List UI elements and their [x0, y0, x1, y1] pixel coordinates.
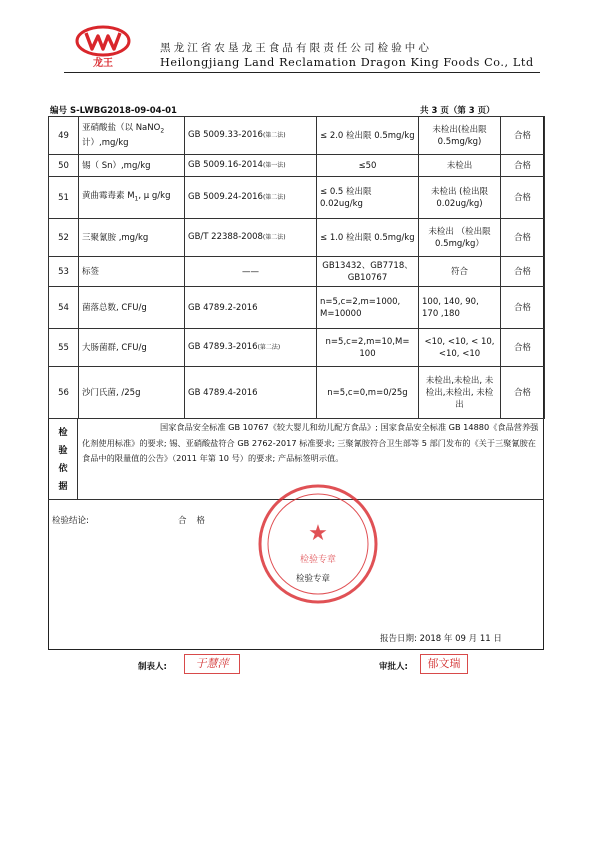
test-method: GB 4789.4-2016 [185, 367, 317, 419]
standard-limit: ≤50 [317, 155, 419, 177]
approved-by-signature: 郁文瑞 [420, 654, 468, 674]
basis-label-char: 验 [58, 446, 68, 456]
stamp-caption: 检验专章 [296, 574, 331, 584]
verdict: 合格 [501, 329, 545, 367]
test-item: 大肠菌群, CFU/g [79, 329, 185, 367]
test-method: GB 5009.24-2016(第二法) [185, 177, 317, 219]
results-table [48, 116, 545, 419]
table-row [49, 257, 545, 287]
standard-limit: n=5,c=0,m=0/25g [317, 367, 419, 419]
table-row [49, 177, 545, 219]
test-result: 100, 140, 90, 170 ,180 [419, 287, 501, 329]
svg-text:★: ★ [308, 521, 328, 546]
test-item: 亚硝酸盐（以 NaNO$_2$ 计）,mg/kg [79, 117, 185, 155]
test-result: 未检出 （检出限 0.5mg/kg） [419, 219, 501, 257]
verdict: 合格 [501, 287, 545, 329]
table-row [49, 287, 545, 329]
test-method: GB 5009.16-2014(第一法) [185, 155, 317, 177]
company-logo [72, 24, 134, 68]
basis-text: 国家食品安全标准 GB 10767《较大婴儿和幼儿配方食品》; 国家食品安全标准 GB 14880《食品营养强化剂使用标准》的要求; 锡、亚硝酸盐符合 GB 2762-2017 标准要求; 三聚氰胺符合卫生部等 5 部门发布的《关于三聚氰胺在食品中的限量值的公告》（2011 年第 10 号）的要求; 产品标签明示值。 [82, 422, 539, 463]
verdict: 合格 [501, 177, 545, 219]
verdict: 合格 [501, 155, 545, 177]
conclusion-label: 检验结论: [52, 516, 89, 526]
row-number: 54 [49, 287, 79, 329]
row-number: 50 [49, 155, 79, 177]
seal-text: 检验专章 [299, 555, 337, 565]
prepared-by-label: 制表人: [138, 662, 167, 672]
company-name-cn: 黑龙江省农垦龙王食品有限责任公司检验中心 [160, 42, 432, 54]
table-row [49, 155, 545, 177]
test-item: 菌落总数, CFU/g [79, 287, 185, 329]
verdict: 合格 [501, 219, 545, 257]
basis-label [48, 424, 78, 496]
test-method: —— [185, 257, 317, 287]
table-row [49, 329, 545, 367]
test-result: <10, <10, < 10, <10, <10 [419, 329, 501, 367]
test-method: GB 4789.3-2016(第二法) [185, 329, 317, 367]
basis-label-char: 据 [58, 482, 68, 492]
header-divider [64, 72, 540, 73]
standard-limit: n=5,c=2,m=1000, M=10000 [317, 287, 419, 329]
standard-limit: ≤ 2.0 检出限 0.5mg/kg [317, 117, 419, 155]
test-result: 符合 [419, 257, 501, 287]
table-row [49, 219, 545, 257]
standard-limit: GB13432、GB7718、GB10767 [317, 257, 419, 287]
report-date: 报告日期: 2018 年 09 月 11 日 [380, 634, 502, 644]
test-item: 三聚氰胺 ,mg/kg [79, 219, 185, 257]
conclusion-value: 合格 [178, 516, 216, 526]
basis-label-char: 依 [58, 464, 68, 474]
row-number: 51 [49, 177, 79, 219]
row-number: 56 [49, 367, 79, 419]
test-result: 未检出 [419, 155, 501, 177]
approved-by-label: 审批人: [379, 662, 408, 672]
verdict: 合格 [501, 257, 545, 287]
basis-label-char: 检 [58, 428, 68, 438]
test-result: 未检出,未检出, 未检出,未检出, 未检出 [419, 367, 501, 419]
test-method: GB/T 22388-2008(第二法) [185, 219, 317, 257]
test-item: 标签 [79, 257, 185, 287]
row-number: 52 [49, 219, 79, 257]
table-row [49, 117, 545, 155]
test-item: 沙门氏菌, /25g [79, 367, 185, 419]
test-item: 锡（ Sn）,mg/kg [79, 155, 185, 177]
logo-text: 龙王 [93, 58, 113, 68]
inspection-seal [254, 480, 382, 608]
standard-limit: ≤ 1.0 检出限 0.5mg/kg [317, 219, 419, 257]
test-result: 未检出(检出限 0.5mg/kg) [419, 117, 501, 155]
test-item: 黄曲霉毒素 $M_1$, μ g/kg [79, 177, 185, 219]
table-row [49, 367, 545, 419]
test-method: GB 5009.33-2016(第二法) [185, 117, 317, 155]
verdict: 合格 [501, 367, 545, 419]
row-number: 53 [49, 257, 79, 287]
standard-limit: ≤ 0.5 检出限 0.02ug/kg [317, 177, 419, 219]
prepared-by-signature: 于慧萍 [184, 654, 240, 674]
test-method: GB 4789.2-2016 [185, 287, 317, 329]
test-result: 未检出 (检出限 0.02ug/kg) [419, 177, 501, 219]
company-name-en: Heilongjiang Land Reclamation Dragon King Foods Co., Ltd [160, 56, 534, 69]
row-number: 55 [49, 329, 79, 367]
page-info: 共 3 页（第 3 页） [420, 106, 495, 116]
standard-limit: n=5,c=2,m=10,M= 100 [317, 329, 419, 367]
row-number: 49 [49, 117, 79, 155]
verdict: 合格 [501, 117, 545, 155]
report-number: 编号 S-LWBG2018-09-04-01 [50, 106, 177, 116]
